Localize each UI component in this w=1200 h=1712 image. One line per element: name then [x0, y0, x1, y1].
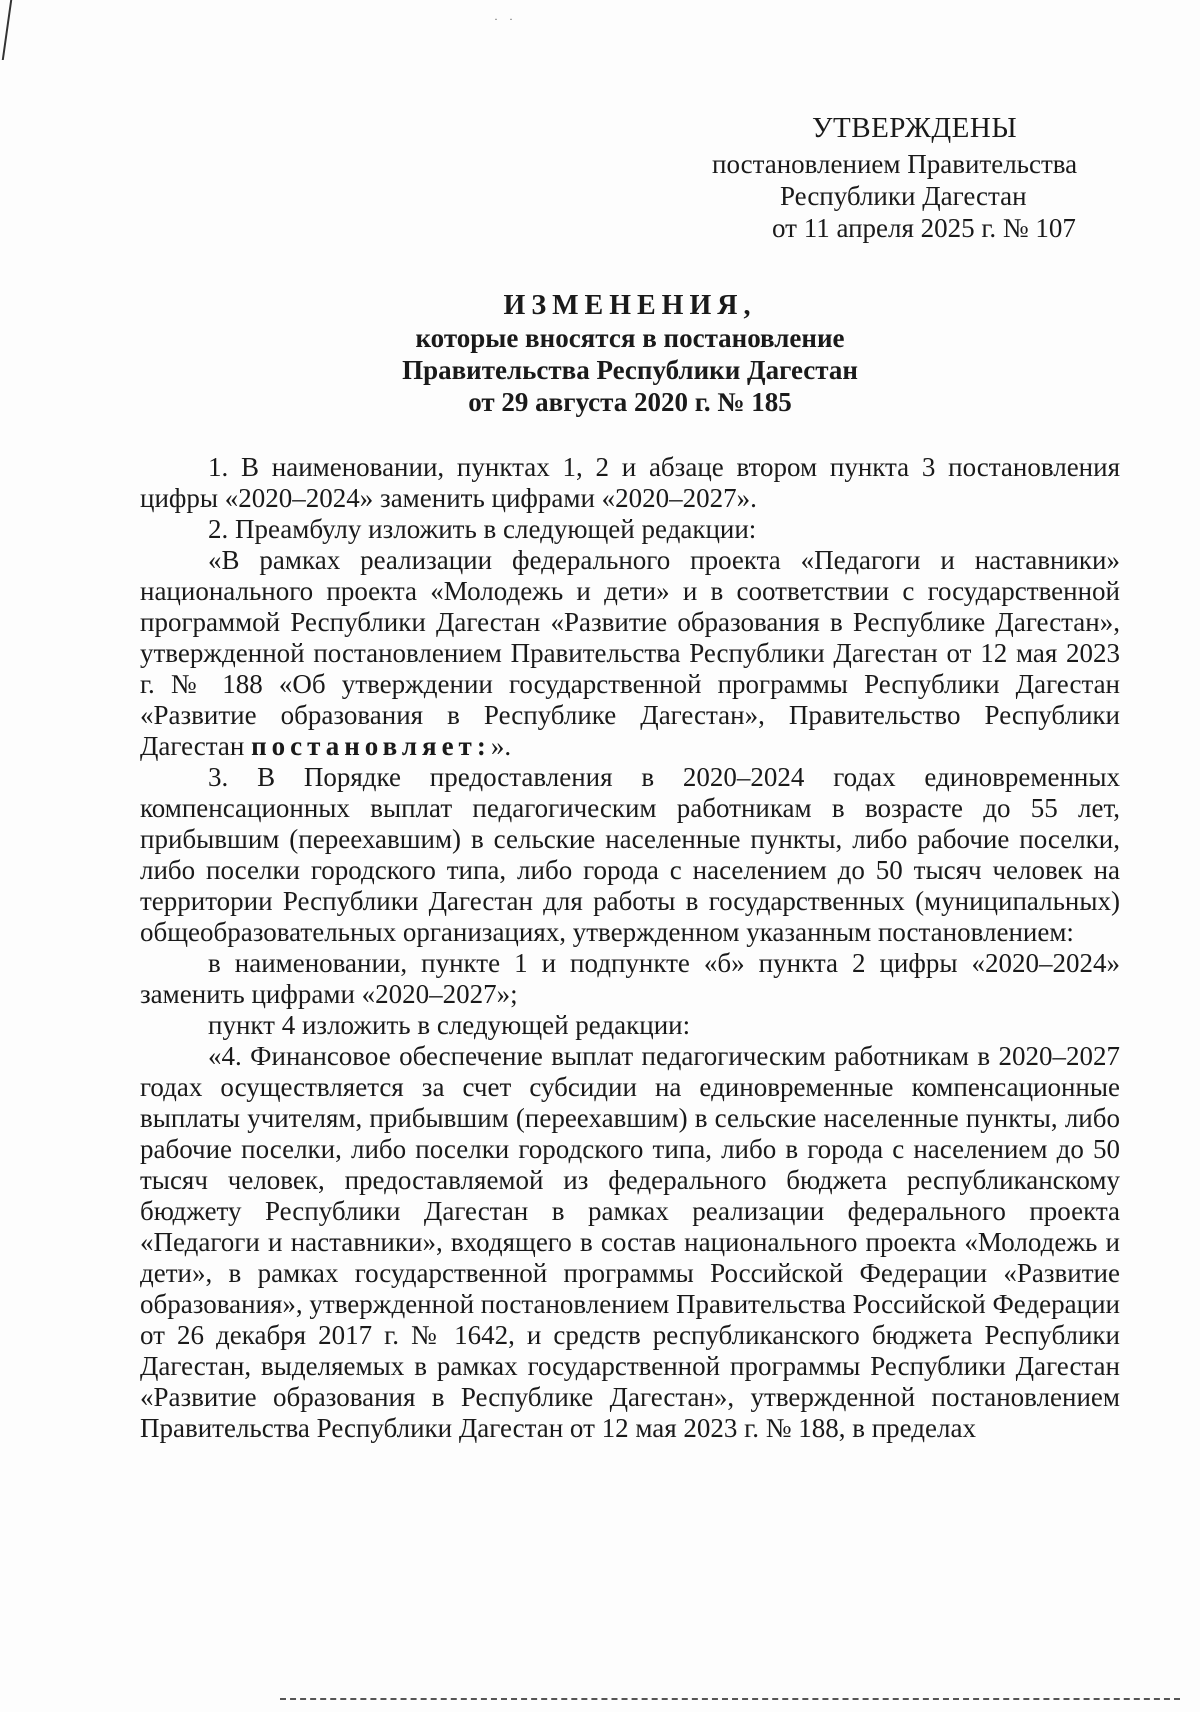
- heading-line-2: Правительства Республики Дагестан: [402, 355, 858, 385]
- paragraph-4: 3. В Порядке предоставления в 2020–2024 годах единовременных компенсационных выплат педагогическим работникам в возрасте до 55 лет, прибывшим (переехавшим) в сельские населенные пункты, либо рабочие поселки, либо поселки городского типа, либо города с населением до 50 тысяч человек на территории Республики Дагестан для работы в государственных (муниципальных) общеобразовательных организациях, утвержденном указанным постановлением:: [140, 762, 1120, 947]
- approval-line-1: постановлением Правительства: [712, 149, 1078, 179]
- scan-edge-mark: [2, 0, 18, 60]
- paragraph-3-spaced: постановляет:: [251, 731, 491, 761]
- document-heading: [140, 290, 1120, 418]
- paragraph-5: в наименовании, пункте 1 и подпункте «б» пункта 2 цифры «2020–2024» заменить цифрами «2020–2027»;: [140, 948, 1120, 1009]
- approval-block: [712, 112, 1132, 244]
- approval-line-3: от 11 апреля 2025 г. № 107: [772, 213, 1076, 243]
- heading-title: ИЗМЕНЕНИЯ,: [503, 290, 757, 321]
- approval-title: УТВЕРЖДЕНЫ: [812, 112, 1018, 144]
- paragraph-6: пункт 4 изложить в следующей редакции:: [208, 1010, 691, 1040]
- paragraph-2: 2. Преамбулу изложить в следующей редакции:: [208, 514, 757, 544]
- paragraph-7: «4. Финансовое обеспечение выплат педагогическим работникам в 2020–2027 годах осуществляется за счет субсидии на единовременные компенсационные выплаты учителям, прибывшим (переехавшим) в сельские населенные пункты, либо рабочие поселки, либо поселки городского типа, либо в города с населением до 50 тысяч человек, предоставляемой из федерального бюджета республиканскому бюджету Республики Дагестан в рамках реализации федерального проекта «Педагоги и наставники», входящего в состав национального проекта «Молодежь и дети», в рамках государственной программы Российской Федерации «Развитие образования», утвержденной постановлением Правительства Российской Федерации от 26 декабря 2017 г. № 1642, и средств республиканского бюджета Республики Дагестан, выделяемых в рамках государственной программы Республики Дагестан «Развитие образования в Республике Дагестан», утвержденной постановлением Правительства Республики Дагестан от 12 мая 2023 г. № 188, в пределах: [140, 1041, 1120, 1443]
- document-body: [140, 452, 1120, 1444]
- heading-line-3: от 29 августа 2020 г. № 185: [468, 387, 792, 417]
- approval-line-2: Республики Дагестан: [780, 181, 1027, 211]
- paragraph-3: [140, 545, 1120, 762]
- paragraph-3-main: «В рамках реализации федерального проекта «Педагоги и наставники» национального проекта «Молодежь и дети» и в соответствии с государственной программой Республики Дагестан «Развитие образования в Республике Дагестан», утвержденной постановлением Правительства Республики Дагестан от 12 мая 2023 г. № 188 «Об утверждении государственной программы Республики Дагестан «Развитие образования в Республике Дагестан», Правительство Республики Дагестан: [140, 545, 1120, 761]
- scan-speck-marks: · ·: [494, 12, 517, 26]
- scan-bottom-edge: [280, 1698, 1180, 1700]
- heading-line-1: которые вносятся в постановление: [415, 323, 845, 353]
- paragraph-1: 1. В наименовании, пунктах 1, 2 и абзаце втором пункта 3 постановления цифры «2020–2024» заменить цифрами «2020–2027».: [140, 452, 1120, 513]
- paragraph-3-end: ».: [490, 731, 512, 761]
